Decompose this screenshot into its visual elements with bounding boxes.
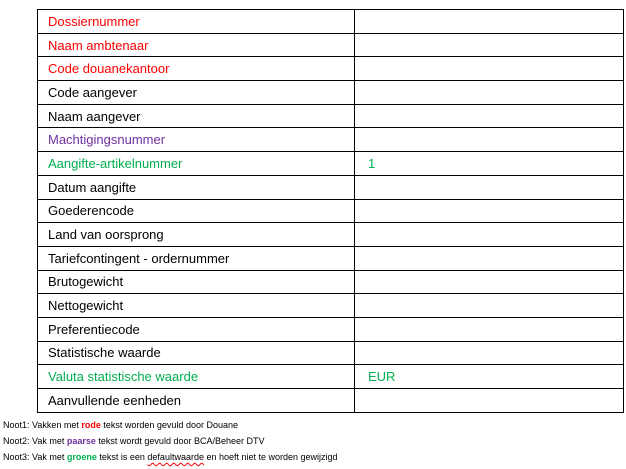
note-3 [3, 449, 623, 465]
field-label: Land van oorsprong [38, 223, 355, 247]
table-row [38, 33, 624, 57]
table-row [38, 81, 624, 105]
field-value[interactable] [355, 128, 624, 152]
field-value[interactable] [355, 10, 624, 34]
note-2-text-after: tekst wordt gevuld door BCA/Beheer DTV [95, 436, 265, 446]
note-2 [3, 433, 623, 449]
table-row [38, 365, 624, 389]
table-row [38, 317, 624, 341]
note-3-highlight: groene [66, 452, 97, 462]
field-label: Valuta statistische waarde [38, 365, 355, 389]
note-1-text-after: tekst worden gevuld door Douane [100, 420, 238, 430]
field-label: Aangifte-artikelnummer [38, 152, 355, 176]
field-value[interactable] [355, 33, 624, 57]
notes-section [3, 417, 623, 465]
note-2-text-before: Noot2: Vak met [3, 436, 67, 446]
field-value[interactable] [355, 81, 624, 105]
field-label: Tariefcontingent - ordernummer [38, 246, 355, 270]
table-row [38, 223, 624, 247]
field-label: Nettogewicht [38, 294, 355, 318]
field-value[interactable] [355, 341, 624, 365]
table-row [38, 270, 624, 294]
table-row [38, 389, 624, 413]
field-label: Code aangever [38, 81, 355, 105]
table-row [38, 199, 624, 223]
field-label: Naam ambtenaar [38, 33, 355, 57]
field-value[interactable] [355, 317, 624, 341]
note-1-text-before: Noot1: Vakken met [3, 420, 82, 430]
table-row [38, 57, 624, 81]
field-value[interactable] [355, 389, 624, 413]
field-label: Datum aangifte [38, 175, 355, 199]
note-3-text-before: Noot3: Vak met [3, 452, 67, 462]
field-value[interactable]: 1 [355, 152, 624, 176]
field-value[interactable] [355, 270, 624, 294]
field-label: Naam aangever [38, 104, 355, 128]
field-value[interactable] [355, 104, 624, 128]
note-1 [3, 417, 623, 433]
note-3-text-after: en hoeft niet te worden gewijzigd [203, 452, 338, 462]
field-value[interactable] [355, 199, 624, 223]
table-row [38, 341, 624, 365]
field-label: Dossiernummer [38, 10, 355, 34]
field-label: Goederencode [38, 199, 355, 223]
field-label: Code douanekantoor [38, 57, 355, 81]
note-1-highlight: rode [81, 420, 101, 430]
field-value[interactable]: EUR [355, 365, 624, 389]
table-row [38, 104, 624, 128]
field-value[interactable] [355, 175, 624, 199]
table-row [38, 246, 624, 270]
field-label: Preferentiecode [38, 317, 355, 341]
table-row [38, 152, 624, 176]
note-2-highlight: paarse [66, 436, 96, 446]
table-row [38, 294, 624, 318]
field-value[interactable] [355, 246, 624, 270]
note-3-spellcheck-word: defaultwaarde [147, 452, 204, 462]
note-3-text-middle: tekst is een [96, 452, 148, 462]
field-value[interactable] [355, 223, 624, 247]
field-value[interactable] [355, 57, 624, 81]
field-label: Brutogewicht [38, 270, 355, 294]
customs-fields-table [37, 9, 624, 413]
field-label: Statistische waarde [38, 341, 355, 365]
table-row [38, 175, 624, 199]
table-body [38, 10, 624, 413]
field-label: Machtigingsnummer [38, 128, 355, 152]
table-row [38, 128, 624, 152]
field-label: Aanvullende eenheden [38, 389, 355, 413]
field-value[interactable] [355, 294, 624, 318]
table-row [38, 10, 624, 34]
